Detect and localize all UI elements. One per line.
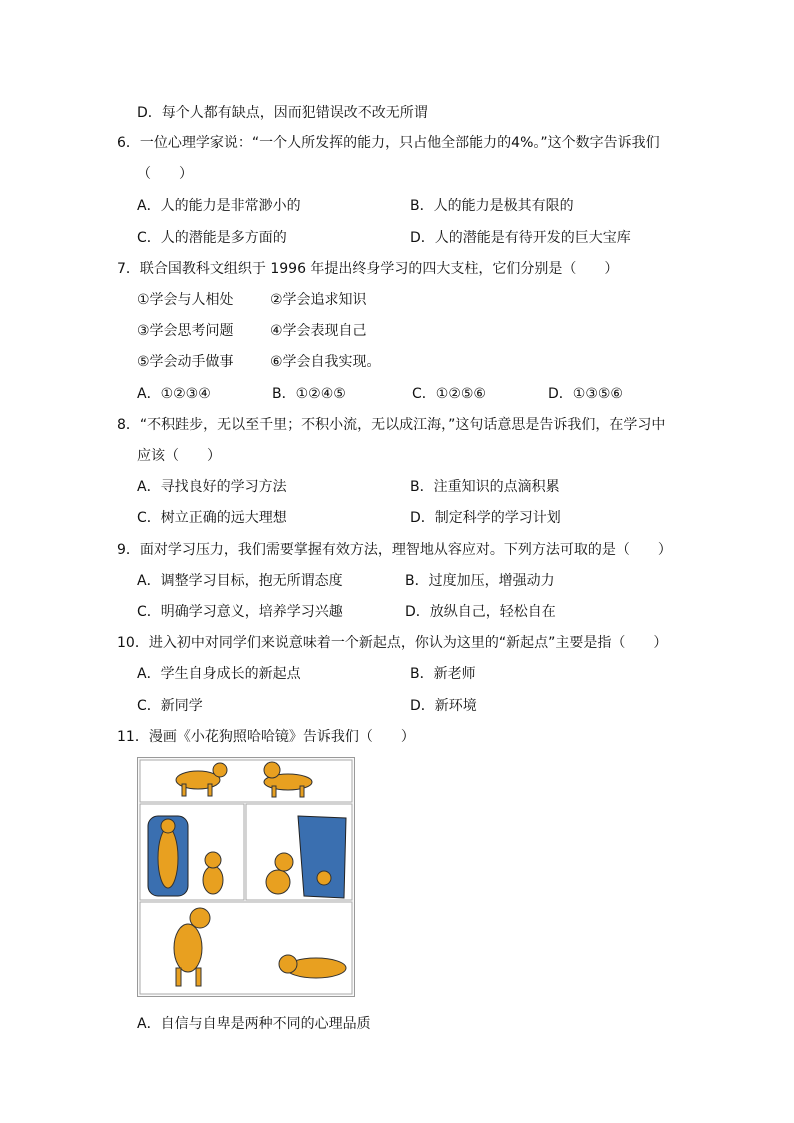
q7-option-a: A．①②③④ <box>137 386 211 402</box>
q7-item-6: ⑥学会自我实现。 <box>270 354 381 370</box>
q10-stem: 10．进入初中对同学们来说意味着一个新起点，你认为这里的“新起点”主要是指（ ） <box>117 635 668 651</box>
mirror-left <box>148 816 188 896</box>
q10-option-b: B．新老师 <box>410 666 476 682</box>
q9-option-b: B．过度加压，增强动力 <box>405 573 555 589</box>
cartoon-drawing <box>138 758 354 996</box>
q7-item-2: ②学会追求知识 <box>270 292 367 308</box>
q11-option-a: A．自信与自卑是两种不同的心理品质 <box>137 1016 371 1032</box>
q10-option-d: D．新环境 <box>410 698 477 714</box>
q10-option-a: A．学生自身成长的新起点 <box>137 666 301 682</box>
q9-option-c: C．明确学习意义，培养学习兴趣 <box>137 604 343 620</box>
q8-option-c: C．树立正确的远大理想 <box>137 510 287 526</box>
q8-option-b: B．注重知识的点滴积累 <box>410 479 560 495</box>
q6-option-b: B．人的能力是极其有限的 <box>410 198 574 214</box>
q6-option-c: C．人的潜能是多方面的 <box>137 230 287 246</box>
dog-sitting-1 <box>203 852 223 894</box>
cartoon-image <box>137 757 355 997</box>
q6-stem: 6．一位心理学家说：“一个人所发挥的能力，只占他全部能力的4%。”这个数字告诉我们 <box>117 135 660 151</box>
q7-option-d: D．①③⑤⑥ <box>548 386 623 402</box>
q9-option-d: D．放纵自己，轻松自在 <box>405 604 556 620</box>
q8-option-d: D．制定科学的学习计划 <box>410 510 561 526</box>
mirror-right <box>298 816 346 898</box>
q11-stem: 11．漫画《小花狗照哈哈镜》告诉我们（ ） <box>117 729 415 745</box>
q6-option-d: D．人的潜能是有待开发的巨大宝库 <box>410 230 631 246</box>
q7-stem: 7．联合国教科文组织于 1996 年提出终身学习的四大支柱，它们分别是（ ） <box>117 261 619 277</box>
q8-stem: 8．“不积跬步，无以至千里；不积小流，无以成江海，”这句话意思是告诉我们，在学习中 <box>117 417 666 433</box>
q9-stem: 9．面对学习压力，我们需要掌握有效方法，理智地从容应对。下列方法可取的是（ ） <box>117 542 672 558</box>
q8-stem-cont: 应该（ ） <box>137 448 221 464</box>
q6-paren: （ ） <box>137 166 193 182</box>
q7-item-1: ①学会与人相处 <box>137 292 234 308</box>
q9-option-a: A．调整学习目标，抱无所谓态度 <box>137 573 343 589</box>
q7-item-5: ⑤学会动手做事 <box>137 354 234 370</box>
q7-option-c: C．①②⑤⑥ <box>412 386 486 402</box>
q5-option-d: D．每个人都有缺点，因而犯错误改不改无所谓 <box>137 105 428 121</box>
q7-option-b: B．①②④⑤ <box>272 386 346 402</box>
q6-option-a: A．人的能力是非常渺小的 <box>137 198 301 214</box>
q8-option-a: A．寻找良好的学习方法 <box>137 479 287 495</box>
q7-item-3: ③学会思考问题 <box>137 323 234 339</box>
q7-item-4: ④学会表现自己 <box>270 323 367 339</box>
q10-option-c: C．新同学 <box>137 698 203 714</box>
